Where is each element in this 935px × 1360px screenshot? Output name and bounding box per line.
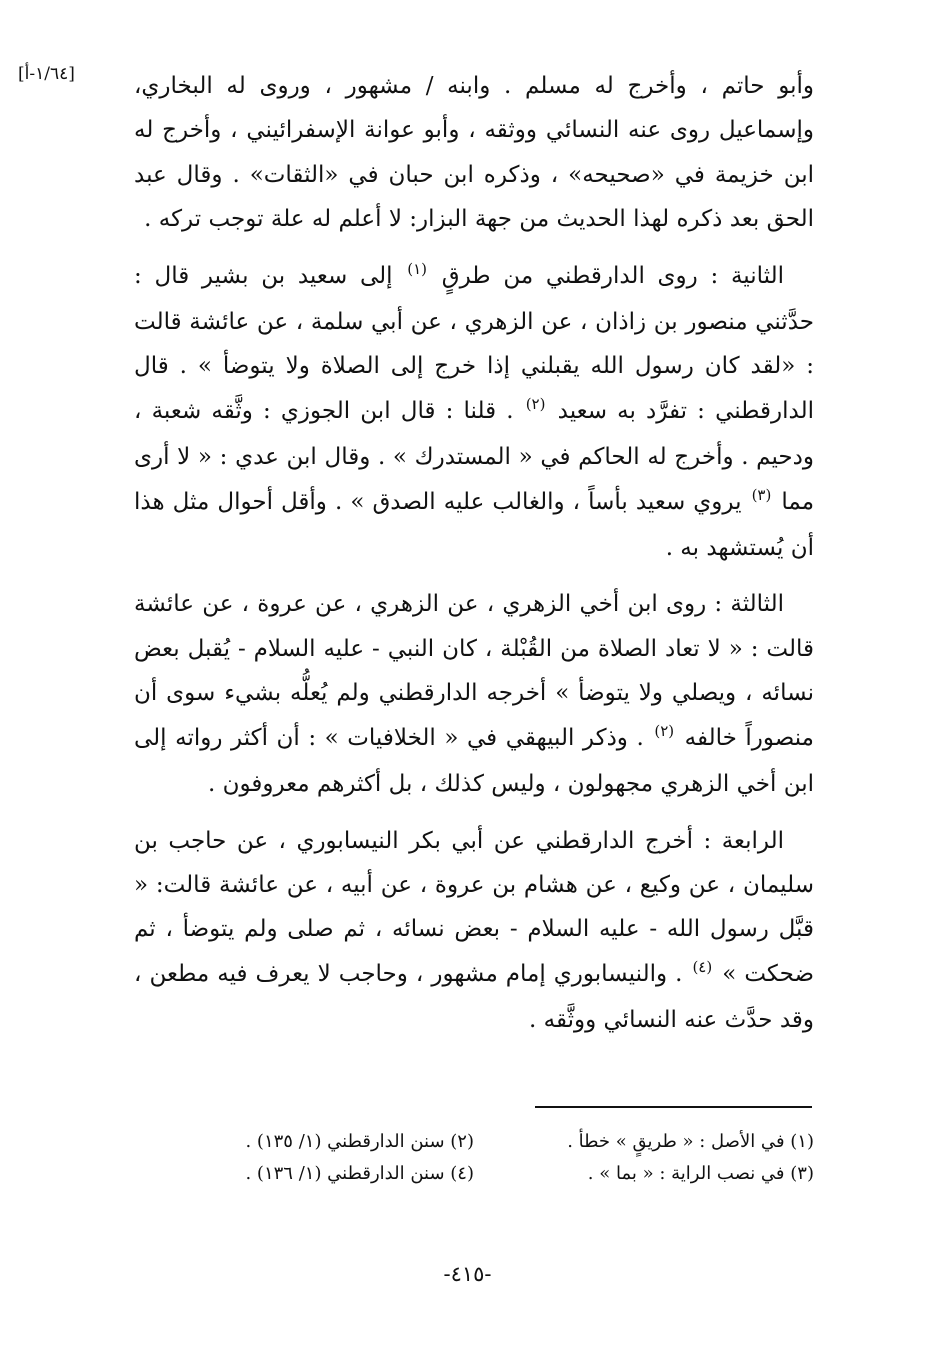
footnote: (١) في الأصل : « طريقٍ » خطأ .	[567, 1131, 814, 1152]
paragraph-text: . وذكر البيهقي في « الخلافيات » : أن أكثر رواته إلى ابن أخي الزهري مجهولون ، وليس كذلك ، بل أكثرهم معروفون .	[134, 724, 814, 798]
footnote-row	[134, 1126, 814, 1158]
paragraph	[134, 254, 814, 571]
paragraph	[134, 64, 814, 242]
paragraph-text: الرابعة : أخرج الدارقطني عن أبي بكر النيسابوري ، عن حاجب بن سليمان ، عن وكيع ، عن هشام بن عروة ، عن أبيه ، عن عائشة قالت: « قبَّل رسول الله - عليه السلام - بعض نسائه ، ثم صلى ولم يتوضأ ، ثم ضحكت »	[134, 827, 815, 987]
footnote: (٣) في نصب الراية : « بما » .	[587, 1163, 814, 1184]
footnote-reference: (١)	[407, 259, 428, 278]
paragraph	[134, 582, 814, 806]
paragraph-text: وأبو حاتم ، وأخرج له مسلم . وابنه / مشهور ، وروى له البخاري، وإسماعيل روى عنه النسائي ووثقه ، وأبو عوانة الإسفرائيني ، وأخرج له ابن خزيمة في «صحيحه» ، وذكره ابن حبان في «الثقات» . وقال عبد الحق بعد ذكره لهذا الحديث من جهة البزار: لا أعلم له علة توجب تركه .	[134, 73, 814, 233]
paragraph-text: يروي سعيد بأساً ، والغالب عليه الصدق » . وأقل أحوال مثل هذا أن يُستشهد به .	[134, 488, 814, 562]
main-text	[134, 64, 814, 1043]
paragraph-text: الثانية : روى الدارقطني من طرقٍ	[441, 262, 784, 289]
footnote-row	[134, 1158, 814, 1190]
manuscript-folio-reference: [١/٦٤-أ]	[18, 64, 75, 84]
paragraph-text: . والنيسابوري إمام مشهور ، وحاجب لا يعرف فيه مطعن ، وقد حدَّث عنه النسائي ووثَّقه .	[134, 960, 814, 1034]
footnote-reference: (٤)	[692, 957, 713, 976]
footnote-reference: (٢)	[525, 394, 546, 413]
footnote: (٤) سنن الدارقطني (١/ ١٣٦) .	[245, 1163, 474, 1184]
footnote: (٢) سنن الدارقطني (١/ ١٣٥) .	[245, 1131, 474, 1152]
footnote-separator	[535, 1106, 812, 1108]
page-number: -٤١٥-	[443, 1262, 492, 1286]
paragraph-text: إلى سعيد بن بشير قال : حدَّثني منصور بن زاذان ، عن الزهري ، عن أبي سلمة ، عن عائشة قالت : «لقد كان رسول الله يقبلني إذا خرج إلى الصلاة ولا يتوضأ » . قال الدارقطني : تفرَّد به سعيد	[134, 262, 815, 424]
footnotes	[134, 1126, 814, 1190]
paragraph-text: . قلنا : قال ابن الجوزي : وثَّقه شعبة ، ودحيم . وأخرج له الحاكم في « المستدرك » . وقال ابن عدي : « لا أرى مما	[134, 397, 815, 515]
footnote-reference: (٢)	[654, 721, 675, 740]
paragraph-text: الثالثة : روى ابن أخي الزهري ، عن الزهري ، عن عروة ، عن عائشة قالت : « لا تعاد الصلاة من القُبْلة ، كان النبي - عليه السلام - يُقبل بعض نسائه ، ويصلي ولا يتوضأ » أخرجه الدارقطني ولم يُعلُّه بشيء سوى أن منصوراً خالفه	[134, 591, 814, 751]
paragraph	[134, 819, 814, 1043]
footnote-reference: (٣)	[751, 485, 772, 504]
